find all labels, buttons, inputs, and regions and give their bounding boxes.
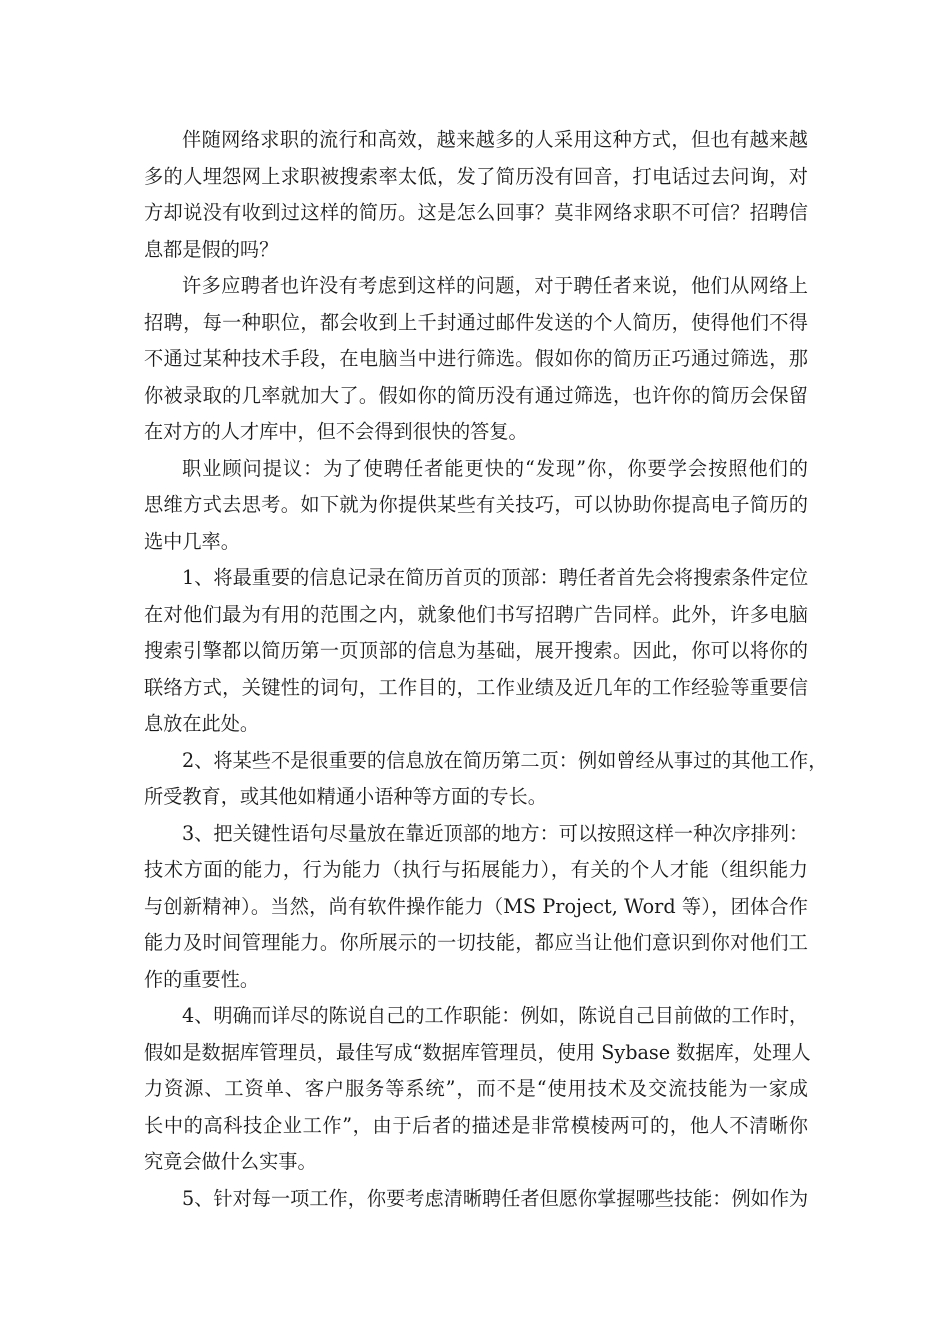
text-line: 究竟会做什么实事。	[144, 1150, 317, 1173]
text-line: 作的重要性。	[144, 967, 260, 991]
text-line: 招聘，每一种职位，都会收到上千封通过邮件发送的个人简历，使得他们不得	[144, 310, 808, 334]
text-line: 许多应聘者也许没有考虑到这样的问题，对于聘任者来说，他们从网络上	[182, 274, 808, 297]
paragraph-tip-3	[144, 816, 808, 999]
text-line: 方却说没有收到过这样的简历。这是怎么回事？莫非网络求职不可信？招聘信	[144, 201, 808, 224]
paragraph-tip-2	[144, 743, 828, 816]
text-line: 你被录取的几率就加大了。假如你的简历没有通过筛选，也许你的简历会保留	[144, 383, 808, 407]
paragraph-intro	[144, 122, 808, 268]
text-line: 4、明确而详尽的陈说自己的工作职能：例如，陈说自己目前做的工作时，	[182, 1004, 809, 1027]
paragraph-tip-4	[144, 998, 811, 1181]
text-line: 5、针对每一项工作，你要考虑清晰聘任者但愿你掌握哪些技能：例如作为	[182, 1186, 809, 1210]
text-line: 2、将某些不是很重要的信息放在简历第二页：例如曾经从事过的其他工作，	[182, 748, 828, 772]
text-line: 职业顾问提议：为了使聘任者能更快的“发现”你，你要学会按照他们的	[182, 456, 808, 480]
text-line: 多的人埋怨网上求职被搜索率太低，发了简历没有回音，打电话过去问询，对	[144, 164, 808, 188]
text-line: 假如是数据库管理员，最佳写成“数据库管理员，使用 Sybase 数据库，处理人	[144, 1040, 811, 1064]
text-line: 搜索引擎都以简历第一页顶部的信息为基础，展开搜索。因此，你可以将你的	[144, 639, 808, 662]
paragraph-advice	[144, 451, 808, 561]
text-line: 思维方式去思考。如下就为你提供某些有关技巧，可以协助你提高电子简历的	[144, 493, 808, 516]
paragraph-tip-1	[144, 560, 808, 743]
text-line: 力资源、工资单、客户服务等系统”，而不是“使用技术及交流技能为一家成	[144, 1077, 808, 1100]
text-line: 1、将最重要的信息记录在简历首页的顶部：聘任者首先会将搜索条件定位	[182, 566, 809, 589]
text-line: 伴随网络求职的流行和高效，越来越多的人采用这种方式，但也有越来越	[182, 128, 808, 151]
text-line: 长中的高科技企业工作”，由于后者的描述是非常模棱两可的，他人不清晰你	[144, 1113, 808, 1137]
text-line: 能力及时间管理能力。你所展示的一切技能，都应当让他们意识到你对他们工	[144, 931, 808, 954]
text-line: 不通过某种技术手段，在电脑当中进行筛选。假如你的简历正巧通过筛选，那	[144, 347, 808, 370]
text-line: 在对他们最为有用的范围之内，就象他们书写招聘广告同样。此外，许多电脑	[144, 602, 808, 626]
text-line: 联络方式，关键性的词句，工作目的，工作业绩及近几年的工作经验等重要信	[144, 675, 808, 699]
text-line: 在对方的人才库中，但不会得到很快的答复。	[144, 420, 528, 443]
text-line: 所受教育，或其他如精通小语种等方面的专长。	[144, 785, 547, 808]
paragraph-tip-5	[144, 1181, 808, 1218]
text-line: 3、把关键性语句尽量放在靠近顶部的地方：可以按照这样一种次序排列：	[182, 821, 809, 845]
text-line: 选中几率。	[144, 529, 240, 553]
paragraph-screening	[144, 268, 808, 451]
text-line: 息放在此处。	[144, 712, 260, 735]
text-line: 息都是假的吗？	[144, 237, 279, 261]
document-body	[144, 122, 828, 1217]
text-line: 技术方面的能力，行为能力（执行与拓展能力），有关的个人才能（组织能力	[144, 858, 808, 881]
text-line: 与创新精神）。当然，尚有软件操作能力（MS Project, Word 等），团体合作	[144, 894, 808, 918]
